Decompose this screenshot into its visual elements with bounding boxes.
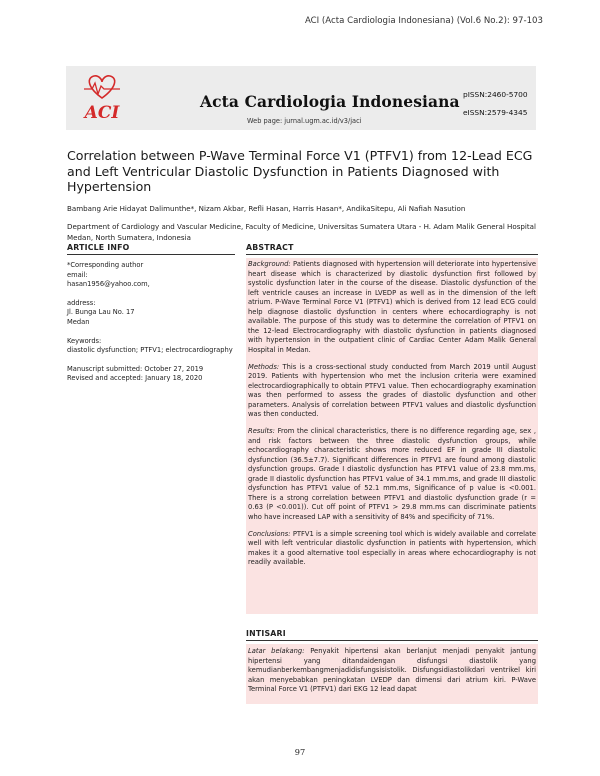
submitted-date: Manuscript submitted: October 27, 2019 bbox=[67, 364, 204, 373]
address-city: Medan bbox=[67, 317, 90, 326]
journal-logo bbox=[78, 72, 126, 126]
intisari-body: Penyakit hipertensi akan berlanjut menjadi penyakit jantung hipertensi yang ditandaidengan disfungsi diastolik yang kemudianberkembangmenjadidisfungsisistolik. Disfungsidiastolikdari ventrikel kiri akan menyebabkan peningkatan LVEDP dan dimensi dari atrium kiri. P-Wave Terminal Force V1 (PTFV1) dari EKG 12 lead dapat bbox=[248, 647, 536, 694]
author-list: Bambang Arie Hidayat Dalimunthe*, Nizam Akbar, Refli Hasan, Harris Hasan*, AndikaSitepu, Ali Nafiah Nasution bbox=[67, 204, 466, 213]
abstract-results bbox=[248, 427, 536, 522]
results-label: Results: bbox=[248, 427, 275, 436]
affiliation: Department of Cardiology and Vascular Medicine, Faculty of Medicine, Universitas Sumatera Utara - H. Adam Malik General Hospital Medan, North Sumatera, Indonesia bbox=[67, 222, 536, 242]
article-info bbox=[67, 261, 235, 384]
article-info-heading: ARTICLE INFO bbox=[67, 243, 130, 252]
abstract-divider bbox=[246, 254, 538, 255]
intisari-label: Latar belakang: bbox=[248, 647, 305, 655]
address-label: address: bbox=[67, 298, 96, 307]
email-label: email: bbox=[67, 270, 88, 279]
logo-text: ACI bbox=[84, 103, 120, 123]
abstract-heading: ABSTRACT bbox=[246, 243, 294, 252]
background-text: Patients diagnosed with hypertension will deteriorate into hypertensive heart disease which is characterized by diastolic dysfunction first followed by systolic dysfunction later in the course of the disease. Diastolic dysfunction of the left ventricle causes an increase in LVEDP as well as in the dimension of the left atrium. P-Wave Terminal Force V1 (PTFV1) which is derived from 12 lead ECG could help diagnose diastolic dysfunction in centers where echocardiography is not available. The purpose of this study was to determine the correlation of PTFV1 on the 12-lead Electrocardiography with diastolic dysfunction in patients diagnosed with hypertension in the outpatient clinic of Cardiac Center Adam Malik General Hospital in Medan. bbox=[248, 260, 536, 354]
email-link[interactable]: hasan1956@yahoo.com, bbox=[67, 280, 150, 289]
accepted-date: Revised and accepted: January 18, 2020 bbox=[67, 374, 203, 383]
print-issn: pISSN:2460-5700 bbox=[463, 90, 528, 99]
journal-webpage: Web page: jurnal.ugm.ac.id/v3/jaci bbox=[247, 117, 362, 125]
methods-text: This is a cross-sectional study conducted from March 2019 until August 2019. Patients with hypertension who met the inclusion criteria were examined electrocardiographically to obtain PTFV1 value. Then echocardiography examination was then performed to assess the grades of diastolic dysfunction and other parameters. Analysis of correlation between PTFV1 values and diastolic dysfunction was then conducted. bbox=[248, 362, 536, 419]
address-line: Jl. Bunga Lau No. 17 bbox=[67, 308, 135, 317]
abstract-conclusions bbox=[248, 530, 536, 568]
abstract-background bbox=[248, 260, 536, 355]
background-label: Background: bbox=[248, 260, 291, 268]
article-info-divider bbox=[67, 254, 235, 255]
journal-title: Acta Cardiologia Indonesiana bbox=[200, 92, 460, 111]
electronic-issn: eISSN:2579-4345 bbox=[463, 108, 528, 117]
intisari-heading: INTISARI bbox=[246, 629, 286, 638]
abstract-methods bbox=[248, 363, 536, 420]
running-head: ACI (Acta Cardiologia Indonesiana) (Vol.6 No.2): 97-103 bbox=[304, 16, 543, 26]
keywords: diastolic dysfunction; PTFV1; electrocardiography bbox=[67, 346, 233, 355]
article-title: Correlation between P-Wave Terminal Force V1 (PTFV1) from 12-Lead ECG and Left Ventricular Diastolic Dysfunction in Patients Diagnosed with Hypertension bbox=[67, 148, 533, 194]
keywords-label: Keywords: bbox=[67, 336, 102, 345]
conclusions-label: Conclusions: bbox=[248, 529, 291, 538]
intisari-text bbox=[248, 647, 536, 695]
conclusions-text: PTFV1 is a simple screening tool which is widely available and correlate well with left ventricular diastolic dysfunction in patients with hypertension, which makes it a good alternative tool especially in areas where echocardiography is not readily available. bbox=[248, 529, 536, 567]
results-text: From the clinical characteristics, there is no difference regarding age, sex , and risk factors between the three diastolic dysfunction groups, while echocardiography characteristic shows more reduced EF in grade III diastolic dysfunction (36.5±7.7). Significant differences in PTFV1 are found among diastolic dysfunction groups. Grade I diastolic dysfunction has PTFV1 value of 23.8 mm.ms, grade II diastolic dysfunction has PTFV1 value of 34.1 mm.ms, and grade III diastolic dysfunction has PTFV1 value of 52.1 mm.ms, Significance of p value is <0.001. There is a strong correlation between PTFV1 and diastolic dysfunction grade (r = 0.63 (P <0.001)). Cut off point of PTFV1 > 29.8 mm.ms can discriminate patients who have increased LAP with a sensitivity of 84% and specificity of 71%. bbox=[248, 427, 536, 521]
abstract-text bbox=[248, 260, 536, 575]
page-number: 97 bbox=[294, 747, 306, 757]
methods-label: Methods: bbox=[248, 362, 280, 371]
corresponding-author-note: *Corresponding author bbox=[67, 261, 144, 269]
intisari-divider bbox=[246, 640, 538, 641]
